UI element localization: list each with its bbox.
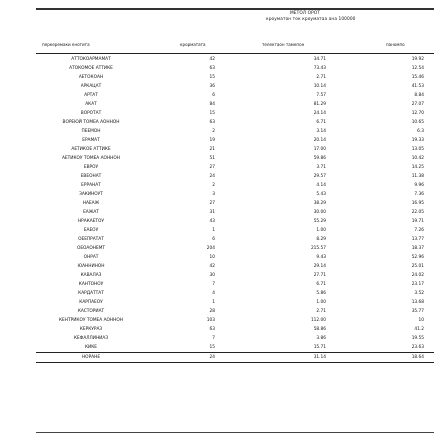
group-header-top: МЕТОЛ ОРОТ: [290, 11, 321, 16]
count-cell: 2: [212, 129, 215, 134]
region-name-cell: АРТАТ: [84, 93, 98, 98]
average-cell: 55.29: [313, 219, 326, 224]
region-name-cell: ОЕЕПРАТАТ: [78, 237, 104, 242]
table-row: [36, 73, 434, 82]
rate-cell: 8.84: [414, 93, 424, 98]
rate-cell: 15.46: [411, 75, 424, 80]
region-name-cell: КАРДАТТАТ: [78, 291, 104, 296]
table-row: [36, 118, 434, 127]
rate-cell: 22.05: [411, 210, 424, 215]
rate-cell: 7.36: [414, 192, 424, 197]
count-cell: 24: [209, 355, 215, 360]
count-cell: 51: [209, 156, 215, 161]
average-cell: 2.71: [316, 309, 326, 314]
table-row: [36, 199, 434, 208]
count-cell: 21: [209, 147, 215, 152]
region-name-cell: ЕРАМАТ: [82, 138, 100, 143]
rate-cell: 12.70: [411, 111, 424, 116]
table-row: [36, 181, 434, 190]
average-cell: 10.14: [313, 84, 326, 89]
count-cell: 15: [209, 111, 215, 116]
region-name-cell: ОЕОАОНЕМТ: [76, 246, 106, 251]
count-cell: 7: [212, 336, 215, 341]
region-name-cell: АКАТ: [85, 102, 97, 107]
average-cell: 1.00: [316, 228, 326, 233]
table-row: [36, 190, 434, 199]
average-cell: 5.43: [316, 192, 326, 197]
table-row: [36, 226, 434, 235]
count-cell: 24: [209, 174, 215, 179]
average-cell: 17.00: [313, 147, 326, 152]
rate-cell: 41.2: [414, 327, 424, 332]
table-row: [36, 334, 434, 343]
region-name-cell: НРАКАЕТОУ: [77, 219, 105, 224]
column-header-average: телектаон тамепон: [262, 42, 305, 47]
rate-cell: 18.37: [411, 246, 424, 251]
column-header-rate: паномпо: [386, 42, 405, 47]
count-cell: 42: [209, 264, 215, 269]
region-name-cell: КАВАЛАЗ: [80, 273, 102, 278]
table-row: [36, 316, 434, 325]
column-header-region: перкеремаки енотита: [42, 42, 90, 47]
average-cell: 9.43: [316, 255, 326, 260]
average-cell: 73.43: [313, 66, 326, 71]
count-cell: 204: [206, 246, 215, 251]
count-cell: 103: [206, 318, 215, 323]
rate-cell: 3.52: [414, 291, 424, 296]
table-row: [36, 271, 434, 280]
count-cell: 3: [212, 192, 215, 197]
count-cell: 19: [209, 138, 215, 143]
rate-cell: 18.64: [411, 355, 424, 360]
count-cell: 36: [209, 84, 215, 89]
header-rule: [36, 53, 434, 54]
count-cell: 43: [209, 219, 215, 224]
rate-cell: 24.02: [411, 273, 424, 278]
table-row: [36, 136, 434, 145]
average-cell: 30.00: [313, 210, 326, 215]
rate-cell: 10.42: [411, 156, 424, 161]
table-row: [36, 82, 434, 91]
table-row: [36, 289, 434, 298]
column-header-count: крорматата: [180, 42, 206, 47]
table-row: [36, 280, 434, 289]
rate-cell: 23.63: [411, 345, 424, 350]
average-cell: 38.29: [313, 201, 326, 206]
region-name-cell: КЕРКУРАЗ: [79, 327, 103, 332]
rate-cell: 10: [418, 318, 424, 323]
region-name-cell: КАСТОРИАТ: [77, 309, 105, 314]
rate-cell: 12.54: [411, 66, 424, 71]
table-row: [36, 307, 434, 316]
count-cell: 10: [209, 255, 215, 260]
count-cell: 6: [212, 237, 215, 242]
region-name-cell: ВОРЕЮЙ ТОМЕА АОННОН: [62, 120, 120, 125]
rate-cell: 52.96: [411, 255, 424, 260]
count-cell: 15: [209, 75, 215, 80]
table-row: [36, 253, 434, 262]
rate-cell: 23.17: [411, 282, 424, 287]
count-cell: 1: [212, 228, 215, 233]
count-cell: 63: [209, 120, 215, 125]
average-cell: 15.71: [313, 345, 326, 350]
region-name-cell: ЗАКИНОУТ: [79, 192, 103, 197]
table-row: [36, 64, 434, 73]
average-cell: 59.86: [313, 156, 326, 161]
average-cell: 7.57: [316, 93, 326, 98]
region-name-cell: АЕТИКОУ ТОМЕА АОННОН: [61, 156, 121, 161]
rate-cell: 13.77: [411, 237, 424, 242]
region-name-cell: КЕФАЛЛИНИАЗ: [73, 336, 109, 341]
average-cell: 20.14: [313, 138, 326, 143]
average-cell: 3.86: [316, 336, 326, 341]
region-name-cell: ЕВЕОНАТ: [80, 174, 102, 179]
region-name-cell: АТОКОМОЕ АТТИКЕ: [69, 66, 113, 71]
rate-cell: 6.3: [417, 129, 424, 134]
count-cell: 2: [212, 183, 215, 188]
count-cell: 63: [209, 66, 215, 71]
region-name-cell: АЕТОКОАН: [78, 75, 104, 80]
table-row: [36, 154, 434, 163]
table-row: [36, 217, 434, 226]
bottom-rule: [36, 432, 434, 433]
count-cell: 30: [209, 273, 215, 278]
count-cell: 28: [209, 309, 215, 314]
count-cell: 63: [209, 327, 215, 332]
average-cell: 34.71: [313, 57, 326, 62]
rate-cell: 10.65: [411, 120, 424, 125]
average-cell: 81.29: [313, 102, 326, 107]
count-cell: 15: [209, 345, 215, 350]
table-row: [36, 172, 434, 181]
region-name-cell: ЕРРАНАТ: [81, 183, 101, 188]
count-cell: 84: [209, 102, 215, 107]
table-row: [36, 235, 434, 244]
rate-cell: 19.92: [411, 57, 424, 62]
table-row: [36, 100, 434, 109]
rate-cell: 35.77: [411, 309, 424, 314]
table-row: [36, 325, 434, 334]
table-row: [36, 208, 434, 217]
rate-cell: 13.68: [411, 300, 424, 305]
count-cell: 6: [212, 93, 215, 98]
table-row: [36, 343, 434, 352]
rate-cell: 13.05: [411, 147, 424, 152]
count-cell: 31: [209, 210, 215, 215]
average-cell: 8.29: [316, 237, 326, 242]
count-cell: 1: [212, 300, 215, 305]
average-cell: 215.57: [310, 246, 326, 251]
average-cell: 27.71: [313, 273, 326, 278]
region-name-cell: ЕАЖАТ: [83, 210, 99, 215]
region-name-cell: КАРПАЕОУ: [79, 300, 103, 305]
region-name-cell: ЕАЕОУ: [83, 228, 99, 233]
average-cell: 31.14: [313, 355, 326, 360]
average-cell: 1.00: [316, 300, 326, 305]
average-cell: 5.86: [316, 291, 326, 296]
average-cell: 29.57: [313, 174, 326, 179]
table-body: [36, 55, 434, 363]
region-name-cell: НАЕАЖ: [82, 201, 100, 206]
table-row: [36, 127, 434, 136]
table-row: [36, 109, 434, 118]
table-row: [36, 163, 434, 172]
table-row: [36, 145, 434, 154]
rate-cell: 11.38: [411, 174, 424, 179]
average-cell: 2.71: [316, 75, 326, 80]
region-name-cell: АТТОКОАРМАМАТ: [71, 57, 111, 62]
region-name-cell: НОРАНЕ: [81, 355, 101, 360]
region-name-cell: ВОРОТАТ: [80, 111, 102, 116]
average-cell: 3.71: [316, 165, 326, 170]
region-name-cell: ЕВРОУ: [83, 165, 99, 170]
region-name-cell: АРКАЦАТ: [80, 84, 102, 89]
average-cell: 112.00: [310, 318, 326, 323]
average-cell: 29.14: [313, 264, 326, 269]
average-cell: 58.86: [313, 327, 326, 332]
region-name-cell: ОНРАТ: [83, 255, 99, 260]
rate-cell: 19.71: [411, 219, 424, 224]
rate-cell: 7.26: [414, 228, 424, 233]
region-name-cell: КЕНТРИКОУ ТОМЕА АОННОН: [59, 318, 123, 323]
rate-cell: 14.25: [411, 165, 424, 170]
top-rule: [36, 8, 434, 10]
average-cell: 4.14: [316, 183, 326, 188]
region-name-cell: КАНТОНОУ: [78, 282, 104, 287]
region-name-cell: ПЕЕМОН: [81, 129, 101, 134]
count-cell: 27: [209, 165, 215, 170]
region-name-cell: ЮАННИНОН: [77, 264, 105, 269]
count-cell: 42: [209, 57, 215, 62]
table-row: [36, 244, 434, 253]
group-header-columns: кроуматон ток кроуматаа ана 100000: [266, 17, 356, 22]
count-cell: 7: [212, 282, 215, 287]
rate-cell: 41.53: [411, 84, 424, 89]
count-cell: 4: [212, 291, 215, 296]
average-cell: 24.14: [313, 111, 326, 116]
table-row: [36, 298, 434, 307]
rate-cell: 25.01: [411, 264, 424, 269]
count-cell: 27: [209, 201, 215, 206]
rate-cell: 19.55: [411, 336, 424, 341]
average-cell: 3.14: [316, 129, 326, 134]
average-cell: 6.71: [316, 120, 326, 125]
rate-cell: 9.96: [414, 183, 424, 188]
region-name-cell: КИКЕ: [84, 345, 98, 350]
table-row: [36, 55, 434, 64]
table-row: [36, 91, 434, 100]
rate-cell: 19.33: [411, 138, 424, 143]
rate-cell: 16.95: [411, 201, 424, 206]
table-row: [36, 262, 434, 271]
total-row: [36, 352, 434, 363]
rate-cell: 27.07: [411, 102, 424, 107]
region-name-cell: АЕТИКОЕ АТТИКЕ: [71, 147, 111, 152]
average-cell: 6.71: [316, 282, 326, 287]
